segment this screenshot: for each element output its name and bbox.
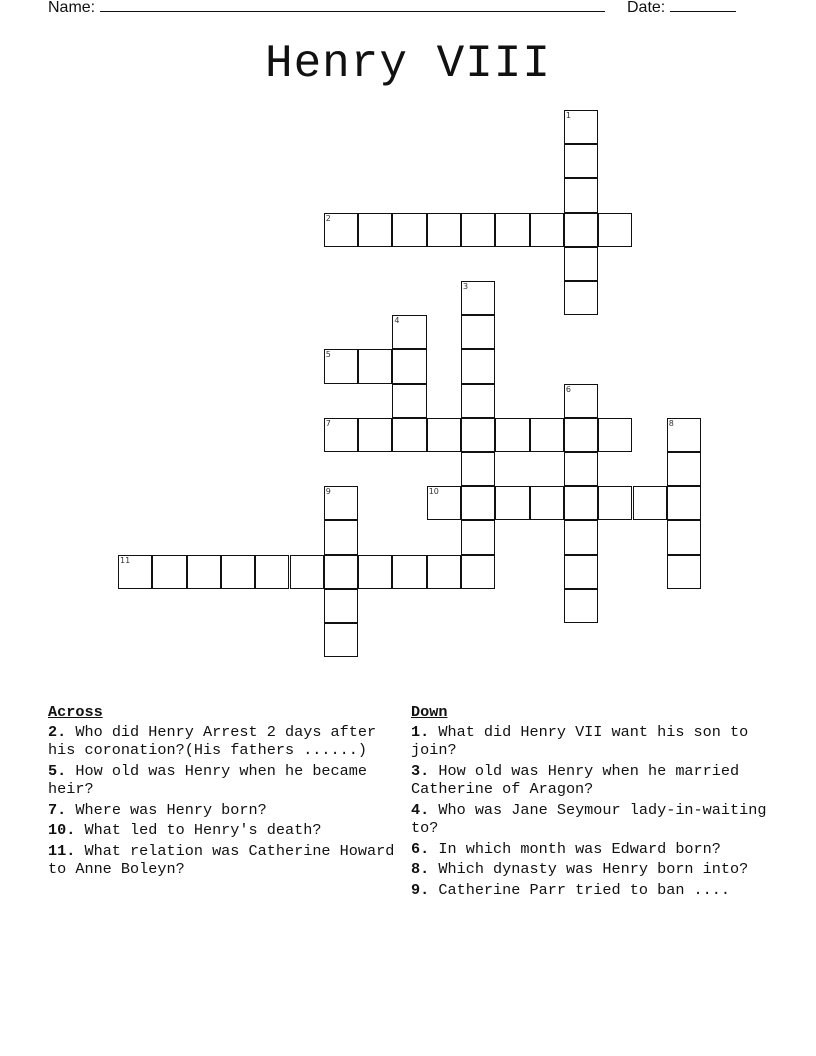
- clue-number: 8: [668, 418, 674, 428]
- grid-cell[interactable]: [564, 589, 598, 623]
- clue-num: 6.: [411, 839, 430, 858]
- down-clue: [411, 840, 781, 859]
- name-field[interactable]: [48, 0, 605, 17]
- across-clue: [48, 821, 398, 840]
- down-heading: Down: [411, 703, 448, 721]
- page-header: [0, 0, 816, 20]
- grid-cell[interactable]: [392, 349, 426, 383]
- date-line[interactable]: [670, 10, 736, 12]
- clue-number: 6: [565, 384, 571, 394]
- down-clues: [411, 703, 781, 901]
- grid-cell[interactable]: [358, 213, 392, 247]
- grid-cell[interactable]: [564, 486, 598, 520]
- name-label: Name:: [48, 0, 96, 16]
- grid-cell[interactable]: [324, 418, 358, 452]
- grid-cell[interactable]: [324, 555, 358, 589]
- grid-cell[interactable]: [461, 315, 495, 349]
- clue-text: Who was Jane Seymour lady-in-waiting to?: [411, 800, 767, 837]
- down-clue: [411, 762, 781, 799]
- grid-cell[interactable]: [392, 418, 426, 452]
- clue-text: What did Henry VII want his son to join?: [411, 722, 749, 759]
- clue-num: 5.: [48, 761, 67, 780]
- grid-cell[interactable]: [495, 213, 529, 247]
- grid-cell[interactable]: [358, 418, 392, 452]
- clue-number: 4: [394, 316, 400, 326]
- grid-cell[interactable]: [461, 418, 495, 452]
- clue-num: 8.: [411, 860, 430, 878]
- grid-cell[interactable]: [461, 213, 495, 247]
- clue-text: How old was Henry when he became heir?: [48, 761, 368, 798]
- grid-cell[interactable]: [461, 384, 495, 418]
- across-clue: [48, 842, 398, 879]
- grid-cell[interactable]: [324, 349, 358, 383]
- grid-cell[interactable]: [461, 452, 495, 486]
- grid-cell[interactable]: [598, 486, 632, 520]
- grid-cell[interactable]: [461, 349, 495, 383]
- clue-num: 4.: [411, 800, 430, 819]
- grid-cell[interactable]: [667, 418, 701, 452]
- clue-num: 11.: [48, 841, 76, 860]
- name-line[interactable]: [100, 10, 605, 12]
- grid-cell[interactable]: [667, 555, 701, 589]
- clue-num: 7.: [48, 800, 67, 819]
- across-heading: Across: [48, 703, 103, 721]
- grid-cell[interactable]: [530, 213, 564, 247]
- clue-text: Catherine Parr tried to ban ....: [438, 880, 731, 899]
- clue-number: 1: [565, 111, 571, 120]
- grid-cell[interactable]: [324, 520, 358, 554]
- grid-cell[interactable]: [564, 213, 598, 247]
- grid-cell[interactable]: [358, 555, 392, 589]
- clue-number: 9: [325, 487, 331, 497]
- grid-cell[interactable]: [564, 144, 598, 178]
- grid-cell[interactable]: [324, 623, 358, 657]
- grid-cell[interactable]: [392, 384, 426, 418]
- grid-cell[interactable]: [564, 555, 598, 589]
- grid-cell[interactable]: [564, 384, 598, 418]
- clue-text: What relation was Catherine Howard to Anne Boleyn?: [48, 841, 395, 878]
- clue-num: 3.: [411, 761, 430, 780]
- grid-cell[interactable]: [564, 418, 598, 452]
- clue-num: 2.: [48, 722, 67, 741]
- grid-cell[interactable]: [461, 520, 495, 554]
- grid-cell[interactable]: [564, 110, 598, 144]
- grid-cell[interactable]: [495, 418, 529, 452]
- down-clue: [411, 881, 781, 900]
- down-clue: [411, 860, 781, 879]
- grid-cell[interactable]: [461, 486, 495, 520]
- down-clue: [411, 801, 781, 838]
- grid-cell[interactable]: [255, 555, 289, 589]
- grid-cell[interactable]: [187, 555, 221, 589]
- clue-text: In which month was Edward born?: [438, 839, 721, 858]
- clue-text: What led to Henry's death?: [84, 821, 322, 839]
- grid-cell[interactable]: [564, 178, 598, 212]
- down-clue: [411, 723, 781, 760]
- grid-cell[interactable]: [221, 555, 255, 589]
- grid-cell[interactable]: [118, 555, 152, 589]
- grid-cell[interactable]: [564, 520, 598, 554]
- clue-number: 2: [325, 213, 331, 223]
- grid-cell[interactable]: [564, 281, 598, 315]
- page-title: Henry VIII: [264, 38, 552, 90]
- clue-text: Which dynasty was Henry born into?: [438, 860, 749, 878]
- across-clue: [48, 762, 398, 799]
- grid-cell[interactable]: [564, 247, 598, 281]
- clue-text: Where was Henry born?: [75, 800, 267, 819]
- clue-num: 10.: [48, 821, 76, 839]
- across-clue: [48, 723, 398, 760]
- clue-num: 1.: [411, 722, 430, 741]
- clue-num: 9.: [411, 880, 430, 899]
- grid-cell[interactable]: [461, 555, 495, 589]
- grid-cell[interactable]: [324, 486, 358, 520]
- grid-cell[interactable]: [598, 213, 632, 247]
- date-field[interactable]: [627, 0, 736, 17]
- grid-cell[interactable]: [392, 315, 426, 349]
- grid-cell[interactable]: [392, 213, 426, 247]
- grid-cell[interactable]: [495, 486, 529, 520]
- grid-cell[interactable]: [427, 418, 461, 452]
- clue-text: Who did Henry Arrest 2 days after his coronation?(His fathers ......): [48, 722, 377, 759]
- grid-cell[interactable]: [152, 555, 186, 589]
- clue-number: 7: [325, 418, 331, 428]
- clue-number: 11: [120, 555, 131, 565]
- grid-cell[interactable]: [427, 555, 461, 589]
- grid-cell[interactable]: [324, 213, 358, 247]
- grid-cell[interactable]: [324, 589, 358, 623]
- clue-number: 5: [325, 350, 331, 360]
- down-clue-list: [411, 723, 781, 900]
- grid-cell[interactable]: [667, 520, 701, 554]
- across-clue: [48, 801, 398, 820]
- across-clues: [48, 703, 398, 881]
- date-label: Date:: [627, 0, 666, 16]
- clue-number: 3: [463, 282, 469, 291]
- grid-cell[interactable]: [530, 418, 564, 452]
- grid-cell[interactable]: [358, 349, 392, 383]
- grid-cell[interactable]: [427, 213, 461, 247]
- grid-cell[interactable]: [667, 486, 701, 520]
- grid-cell[interactable]: [461, 281, 495, 315]
- grid-cell[interactable]: [564, 452, 598, 486]
- across-clue-list: [48, 723, 398, 879]
- clue-text: How old was Henry when he married Catherine of Aragon?: [411, 761, 740, 798]
- grid-cell[interactable]: [667, 452, 701, 486]
- grid-cell[interactable]: [290, 555, 324, 589]
- grid-cell[interactable]: [633, 486, 667, 520]
- grid-cell[interactable]: [598, 418, 632, 452]
- grid-cell[interactable]: [427, 486, 461, 520]
- grid-cell[interactable]: [392, 555, 426, 589]
- clue-number: 10: [428, 487, 439, 497]
- grid-cell[interactable]: [530, 486, 564, 520]
